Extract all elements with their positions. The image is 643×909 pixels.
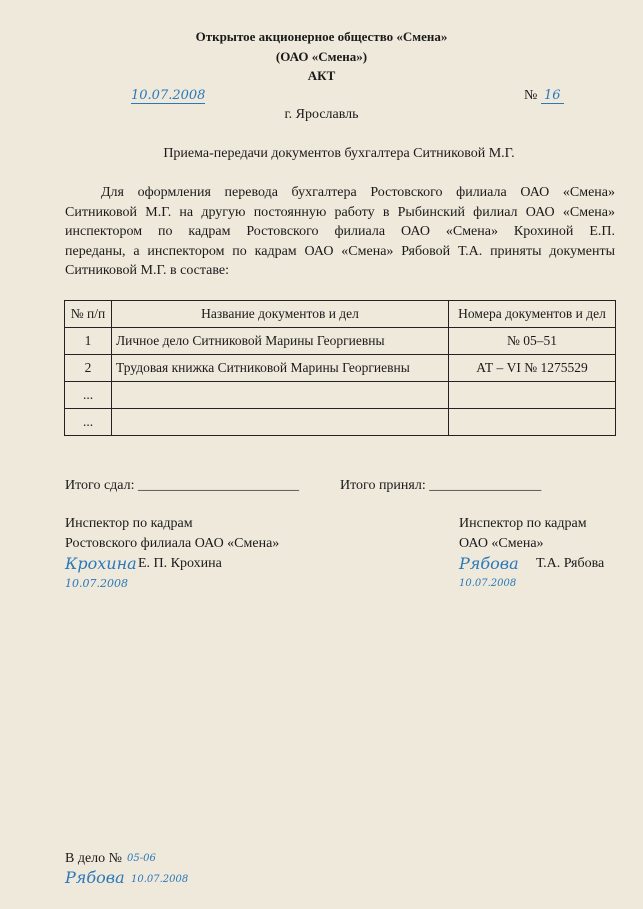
left-signer-title: Инспектор по кадрам bbox=[65, 516, 193, 531]
table-cell: Трудовая книжка Ситниковой Марины Георгиевны bbox=[112, 355, 449, 382]
body-line: переданы, а инспектором по кадрам ОАО «Смена» Рябовой Т.А. приняты документы bbox=[65, 243, 615, 259]
table-row bbox=[65, 409, 616, 436]
filing-label: В дело № bbox=[65, 851, 123, 866]
table-cell bbox=[449, 382, 616, 409]
left-signature-date: 10.07.2008 bbox=[65, 577, 128, 590]
city: г. Ярославль bbox=[284, 107, 359, 122]
number-label: № bbox=[524, 88, 538, 103]
table-cell: № 05–51 bbox=[449, 328, 616, 355]
act-date: 10.07.2008 bbox=[131, 88, 206, 103]
document-type: АКТ bbox=[307, 68, 336, 83]
table-cell: ... bbox=[65, 409, 112, 436]
total-handed: Итого сдал: _______________________ bbox=[65, 478, 299, 493]
table-header-row bbox=[65, 301, 616, 328]
right-signer-department: ОАО «Смена» bbox=[459, 536, 544, 551]
table-cell: 1 bbox=[65, 328, 112, 355]
body-line: Ситниковой М.Г. в составе: bbox=[65, 263, 230, 278]
act-subject: Приема-передачи документов бухгалтера Ситниковой М.Г. bbox=[163, 146, 515, 161]
table-row bbox=[65, 355, 616, 382]
body-line: Для оформления перевода бухгалтера Ростовского филиала ОАО «Смена» bbox=[101, 185, 615, 200]
org-short-name: (ОАО «Смена») bbox=[275, 49, 368, 64]
table-cell: АТ – VI № 1275529 bbox=[449, 355, 616, 382]
left-signer-department: Ростовского филиала ОАО «Смена» bbox=[65, 536, 280, 551]
documents-table bbox=[64, 300, 616, 436]
table-cell bbox=[112, 382, 449, 409]
total-received: Итого принял: ________________ bbox=[340, 478, 542, 493]
right-signature: Рябова bbox=[459, 554, 519, 573]
left-signature: Крохина bbox=[65, 554, 137, 573]
right-signature-date: 10.07.2008 bbox=[459, 578, 517, 589]
column-header: Название документов и дел bbox=[112, 301, 449, 328]
filing-case-number: 05-06 bbox=[127, 853, 156, 864]
filing-date: 10.07.2008 bbox=[131, 874, 189, 885]
body-line: инспектором по кадрам Ростовского филиала ОАО «Смена» Крохиной Е.П. bbox=[65, 224, 615, 239]
right-signer-title: Инспектор по кадрам bbox=[459, 516, 587, 531]
org-name: Открытое акционерное общество «Смена» bbox=[195, 29, 448, 44]
table-cell: Личное дело Ситниковой Марины Георгиевны bbox=[112, 328, 449, 355]
table-cell: ... bbox=[65, 382, 112, 409]
column-header: № п/п bbox=[65, 301, 112, 328]
table-row bbox=[65, 382, 616, 409]
filing-signature: Рябова bbox=[65, 868, 125, 887]
table-cell bbox=[112, 409, 449, 436]
column-header: Номера документов и дел bbox=[449, 301, 616, 328]
table-row bbox=[65, 328, 616, 355]
act-body bbox=[65, 183, 615, 281]
left-signer-name: Е. П. Крохина bbox=[138, 556, 222, 571]
table-cell: 2 bbox=[65, 355, 112, 382]
table-cell bbox=[449, 409, 616, 436]
right-signer-name: Т.А. Рябова bbox=[536, 556, 605, 571]
act-number: 16 bbox=[541, 88, 564, 104]
body-line: Ситниковой М.Г. на другую постоянную работу в Рыбинский филиал ОАО «Смена» bbox=[65, 204, 615, 220]
